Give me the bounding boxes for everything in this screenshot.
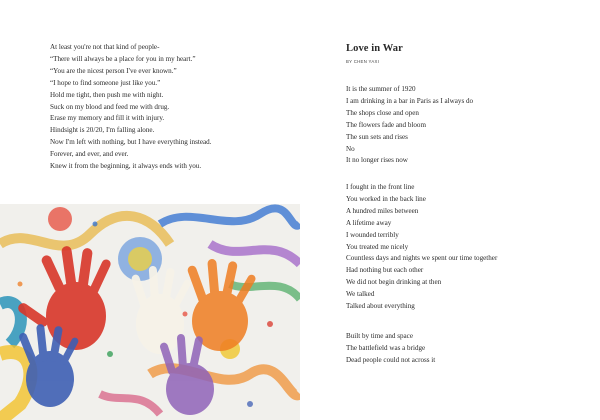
poem-line: I fought in the front line (346, 183, 415, 191)
poem-line: The sun sets and rises (346, 132, 408, 141)
poem-line: Had nothing but each other (346, 266, 424, 275)
poem-line: Now I'm left with nothing, but I have everything instead. (50, 138, 212, 147)
poem-line: Knew it from the beginning, it always ends with you. (50, 162, 202, 171)
poem-line: A hundred miles between (346, 206, 419, 215)
poem-line: “I hope to find someone just like you.” (50, 78, 161, 87)
poem-line: The flowers fade and bloom (346, 120, 426, 129)
poem-line: Hindsight is 20/20, I'm falling alone. (50, 126, 155, 135)
poem-line: Erase my memory and fill it with injury. (50, 114, 165, 123)
poem-byline: BY CHEN YAXI (346, 59, 380, 64)
poem-line: Suck on my blood and feed me with drug. (50, 102, 170, 111)
poem-line: “You are the nicest person I've ever known.” (50, 66, 177, 75)
poem-line: Forever, and ever, and ever. (50, 150, 129, 159)
poem-line: I wounded terribly (346, 230, 399, 239)
poem-line: A lifetime away (346, 218, 392, 227)
poem-line: Hold me tight, then push me with night. (50, 90, 164, 99)
poem-line: You treated me nicely (346, 242, 409, 251)
poem-line: We did not begin drinking at then (346, 278, 442, 287)
poem-line: “There will always be a place for you in my heart.” (50, 54, 196, 63)
poem-line: Talked about everything (346, 302, 415, 311)
poem-line: The shops close and open (346, 108, 419, 117)
poem-stanza (346, 182, 497, 313)
poem-line: Dead people could not across it (346, 355, 436, 364)
poem-line: You worked in the back line (346, 194, 426, 203)
poem-line: No (346, 144, 355, 153)
poem-line: Built by time and space (346, 332, 413, 340)
left-poem-text (50, 42, 211, 173)
right-page (300, 0, 600, 420)
poem-stanza (346, 84, 473, 167)
poem-line: Countless days and nights we spent our time together (346, 254, 498, 263)
handprint-painting (0, 204, 300, 420)
poem-line: It no longer rises now (346, 156, 408, 165)
poem-line: It is the summer of 1920 (346, 85, 416, 93)
poem-line: At least you're not that kind of people- (50, 43, 160, 51)
poem-line: I am drinking in a bar in Paris as I always do (346, 96, 474, 105)
poem-line: The battlefield was a bridge (346, 343, 426, 352)
poem-stanza (346, 331, 435, 367)
poem-line: We talked (346, 290, 375, 299)
poem-title: Love in War (346, 43, 403, 54)
